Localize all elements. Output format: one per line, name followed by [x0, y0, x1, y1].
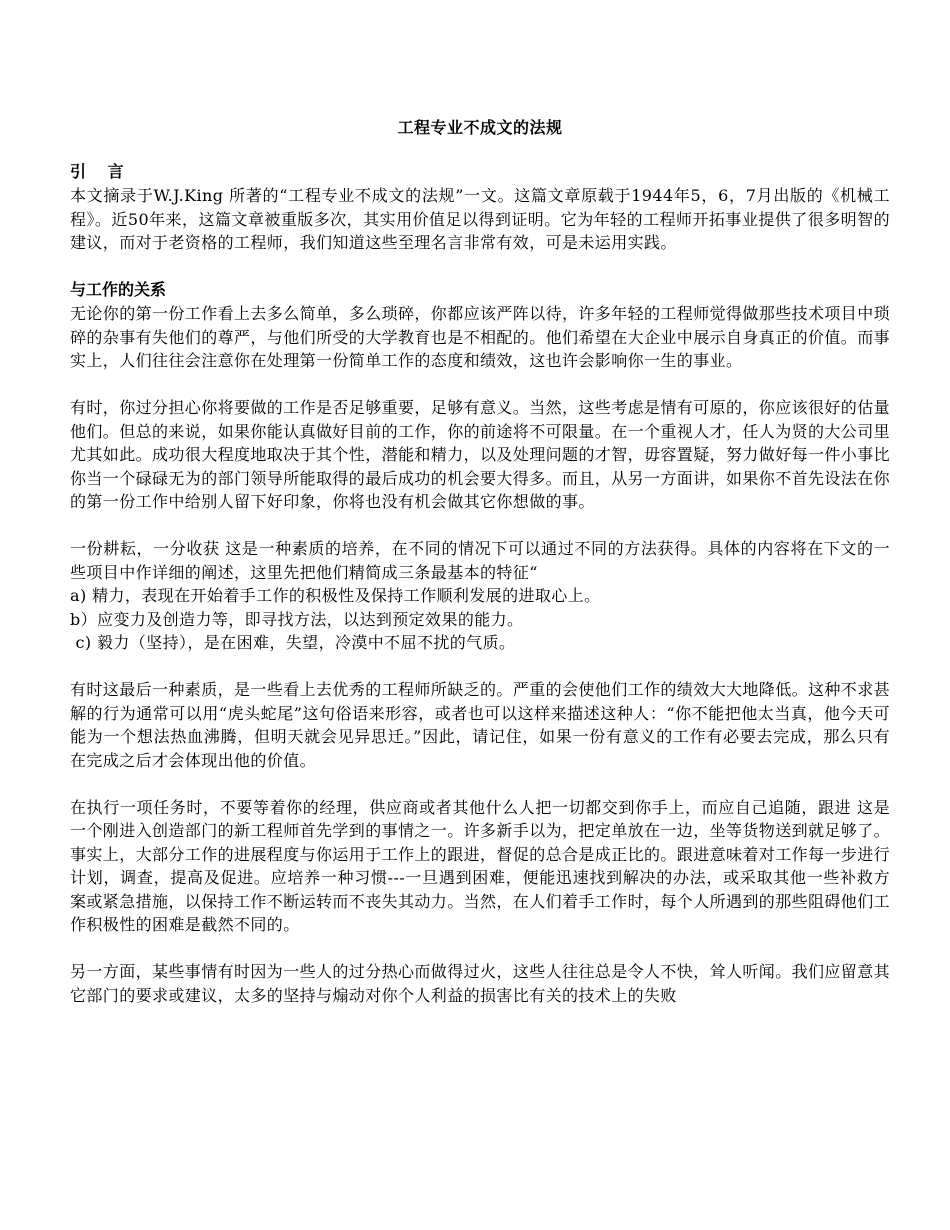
paragraph-gap: [70, 655, 890, 679]
trait-list-item-b: b）应变力及创造力等，即寻找方法，以达到预定效果的能力。: [70, 609, 524, 629]
paragraph-gap: [70, 937, 890, 961]
paragraph-gap: [70, 514, 890, 538]
trait-list-item-a: a) 精力，表现在开始着手工作的积极性及保持工作顺利发展的进取心上。: [70, 586, 601, 605]
work-paragraph-6: 另一方面，某些事情有时因为一些人的过分热心而做得过火，这些人往往总是令人不快，耸人听闻。我们应留意其它部门的要求或建议，太多的坚持与煽动对你个人利益的损害比有关的技术上的失败: [70, 962, 891, 1005]
paragraph-gap: [70, 373, 890, 397]
paragraph-gap: [70, 255, 890, 279]
document-title: 工程专业不成文的法规: [397, 118, 563, 137]
section-heading-work-relation: 与工作的关系: [70, 280, 167, 299]
intro-paragraph: 本文摘录于W.J.King 所著的“工程专业不成文的法规”一文。这篇文章原载于1944年5，6，7月出版的《机械工程》。近50年来，这篇文章被重版多次，其实用价值足以得到证明。它为年轻的工程师开拓事业提供了很多明智的建议，而对于老资格的工程师，我们知道这些至理名言非常有效，可是未运用实践。: [70, 186, 890, 252]
work-paragraph-3: 一份耕耘，一分收获 这是一种素质的培养，在不同的情况下可以通过不同的方法获得。具体的内容将在下文的一些项目中作详细的阐述，这里先把他们精简成三条最基本的特征“: [70, 539, 890, 582]
work-paragraph-4: 有时这最后一种素质，是一些看上去优秀的工程师所缺乏的。严重的会使他们工作的绩效大大地降低。这种不求甚解的行为通常可以用“虎头蛇尾”这句俗语来形容，或者也可以这样来描述这种人：“你不能把他太当真，他今天可能为一个想法热血沸腾，但明天就会见异思迁。”因此，请记住，如果一份有意义的工作有必要去完成，那么只有在完成之后才会体现出他的价值。: [70, 680, 891, 770]
work-paragraph-2: 有时，你过分担心你将要做的工作是否足够重要，足够有意义。当然，这些考虑是情有可原的，你应该很好的估量他们。但总的来说，如果你能认真做好目前的工作，你的前途将不可限量。在一个重视人才，任人为贤的大公司里尤其如此。成功很大程度地取决于其个性，潜能和精力，以及处理问题的才智，毋容置疑，努力做好每一件小事比你当一个碌碌无为的部门领导所能取得的最后成功的机会要大得多。而且，从另一方面讲，如果你不首先设法在你的第一份工作中给别人留下好印象，你将也没有机会做其它你想做的事。: [70, 398, 891, 511]
work-paragraph-1: 无论你的第一份工作看上去多么简单，多么琐碎，你都应该严阵以待，许多年轻的工程师觉得做那些技术项目中琐碎的杂事有失他们的尊严，与他们所受的大学教育也是不相配的。他们希望在大企业中展示自身真正的价值。而事实上，人们往往会注意你在处理第一份简单工作的态度和绩效，这也许会影响你一生的事业。: [70, 304, 891, 370]
trait-list-item-c: c) 毅力（坚持），是在困难，失望，冷漠中不屈不扰的气质。: [70, 633, 516, 652]
section-heading-introduction: 引 言: [70, 162, 132, 181]
work-paragraph-5: 在执行一项任务时，不要等着你的经理，供应商或者其他什么人把一切都交到你手上，而应自己追随，跟进 这是一个刚进入创造部门的新工程师首先学到的事情之一。许多新手以为，把定单放在一边，坐等货物送到就足够了。事实上，大部分工作的进展程度与你运用于工作上的跟进，督促的总合是成正比的。跟进意味着对工作每一步进行计划，调查，提高及促进。应培养一种习惯---一旦遇到困难，便能迅速找到解决的办法，或采取其他一些补救方案或紧急措施，以保持工作不断运转而不丧失其动力。当然，在人们着手工作时，每个人所遇到的那些阻碍他们工作积极性的困难是截然不同的。: [70, 797, 891, 934]
paragraph-gap: [70, 772, 890, 796]
document-page: [70, 116, 890, 1007]
